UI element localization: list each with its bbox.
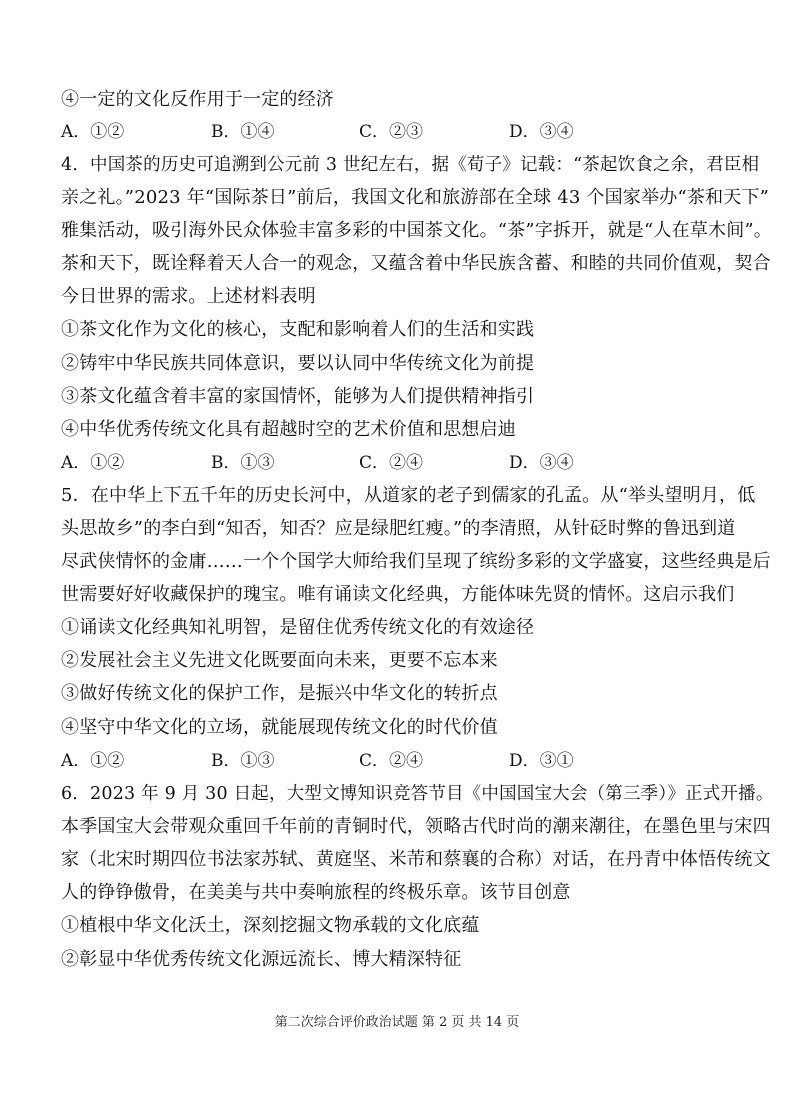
q6-stem-line-3: 家（北宋时期四位书法家苏轼、黄庭坚、米芾和蔡襄的合称）对话，在丹青中体悟传统文 [61,849,771,870]
q3-option-d: D．③④ [509,122,574,142]
q4-option-a: A．①② [61,453,125,473]
q4-stem-line-5: 今日世界的需求。上述材料表明 [61,286,316,307]
q5-statement-1: ①诵读文化经典知礼明智，是留住优秀传统文化的有效途径 [61,617,535,638]
q4-stem-line-3: 雅集活动，吸引海外民众体验丰富多彩的中国茶文化。“茶”字拆开，就是“人在草木间”。 [61,220,773,241]
q5-option-d: D．③① [509,751,574,771]
q5-option-c: C．②④ [359,751,424,771]
q4-stem-line-4: 茶和天下，既诠释着天人合一的观念，又蕴含着中华民族含蓄、和睦的共同价值观，契合 [61,253,771,274]
q3-statement-4: ④一定的文化反作用于一定的经济 [61,89,334,110]
q6-statement-1: ①植根中华文化沃土，深刻挖掘文物承载的文化底蕴 [61,915,480,936]
q6-stem-line-1: 6．2023 年 9 月 30 日起，大型文博知识竞答节目《中国国宝大会（第三季）》正式开播。 [61,784,774,804]
q4-statement-1: ①茶文化作为文化的核心，支配和影响着人们的生活和实践 [61,319,535,340]
q3-option-b: B．①④ [211,122,275,142]
q4-statement-2: ②铸牢中华民族共同体意识，要以认同中华传统文化为前提 [61,353,535,374]
q5-stem-line-4: 世需要好好收藏保护的瑰宝。唯有诵读文化经典，方能体味先贤的情怀。这启示我们 [61,584,735,605]
page-footer: 第二次综合评价政治试题 第 2 页 共 14 页 [274,1015,520,1030]
q4-statement-3: ③茶文化蕴含着丰富的家国情怀，能够为人们提供精神指引 [61,386,535,407]
q5-stem-line-3: 尽武侠情怀的金庸……一个个国学大师给我们呈现了缤纷多彩的文学盛宴，这些经典是后 [61,551,771,572]
q6-statement-2: ②彰显中华优秀传统文化源远流长、博大精深特征 [61,949,462,970]
q5-option-b: B．①③ [211,751,275,771]
q4-statement-4: ④中华优秀传统文化具有超越时空的艺术价值和思想启迪 [61,419,516,440]
q5-option-a: A．①② [61,751,125,771]
q3-option-a: A．①② [61,122,125,142]
q5-stem-line-2: 头思故乡”的李白到“知否，知否？应是绿肥红瘦。”的李清照，从针砭时弊的鲁迅到道 [61,518,736,539]
q4-option-d: D．③④ [509,453,574,473]
q6-stem-line-4: 人的铮铮傲骨，在美美与共中奏响旅程的终极乐章。该节目创意 [61,882,571,903]
q5-statement-4: ④坚守中华文化的立场，就能展现传统文化的时代价值 [61,717,498,738]
q5-statement-2: ②发展社会主义先进文化既要面向未来，更要不忘本来 [61,650,498,671]
q3-option-c: C．②③ [359,122,424,142]
q6-stem-line-2: 本季国宝大会带观众重回千年前的青铜时代，领略古代时尚的潮来潮往，在墨色里与宋四 [61,816,771,837]
q4-stem-line-1: 4．中国茶的历史可追溯到公元前 3 世纪左右，据《荀子》记载：“茶起饮食之余，君臣相 [61,155,760,175]
q5-stem-line-1: 5．在中华上下五千年的历史长河中，从道家的老子到儒家的孔孟。从“举头望明月，低 [61,485,756,506]
q5-statement-3: ③做好传统文化的保护工作，是振兴中华文化的转折点 [61,683,498,704]
q4-option-c: C．②④ [359,453,424,473]
q4-option-b: B．①③ [211,453,275,473]
q4-stem-line-2: 亲之礼。”2023 年“国际茶日”前后，我国文化和旅游部在全球 43 个国家举办“茶和天下” [61,187,770,208]
